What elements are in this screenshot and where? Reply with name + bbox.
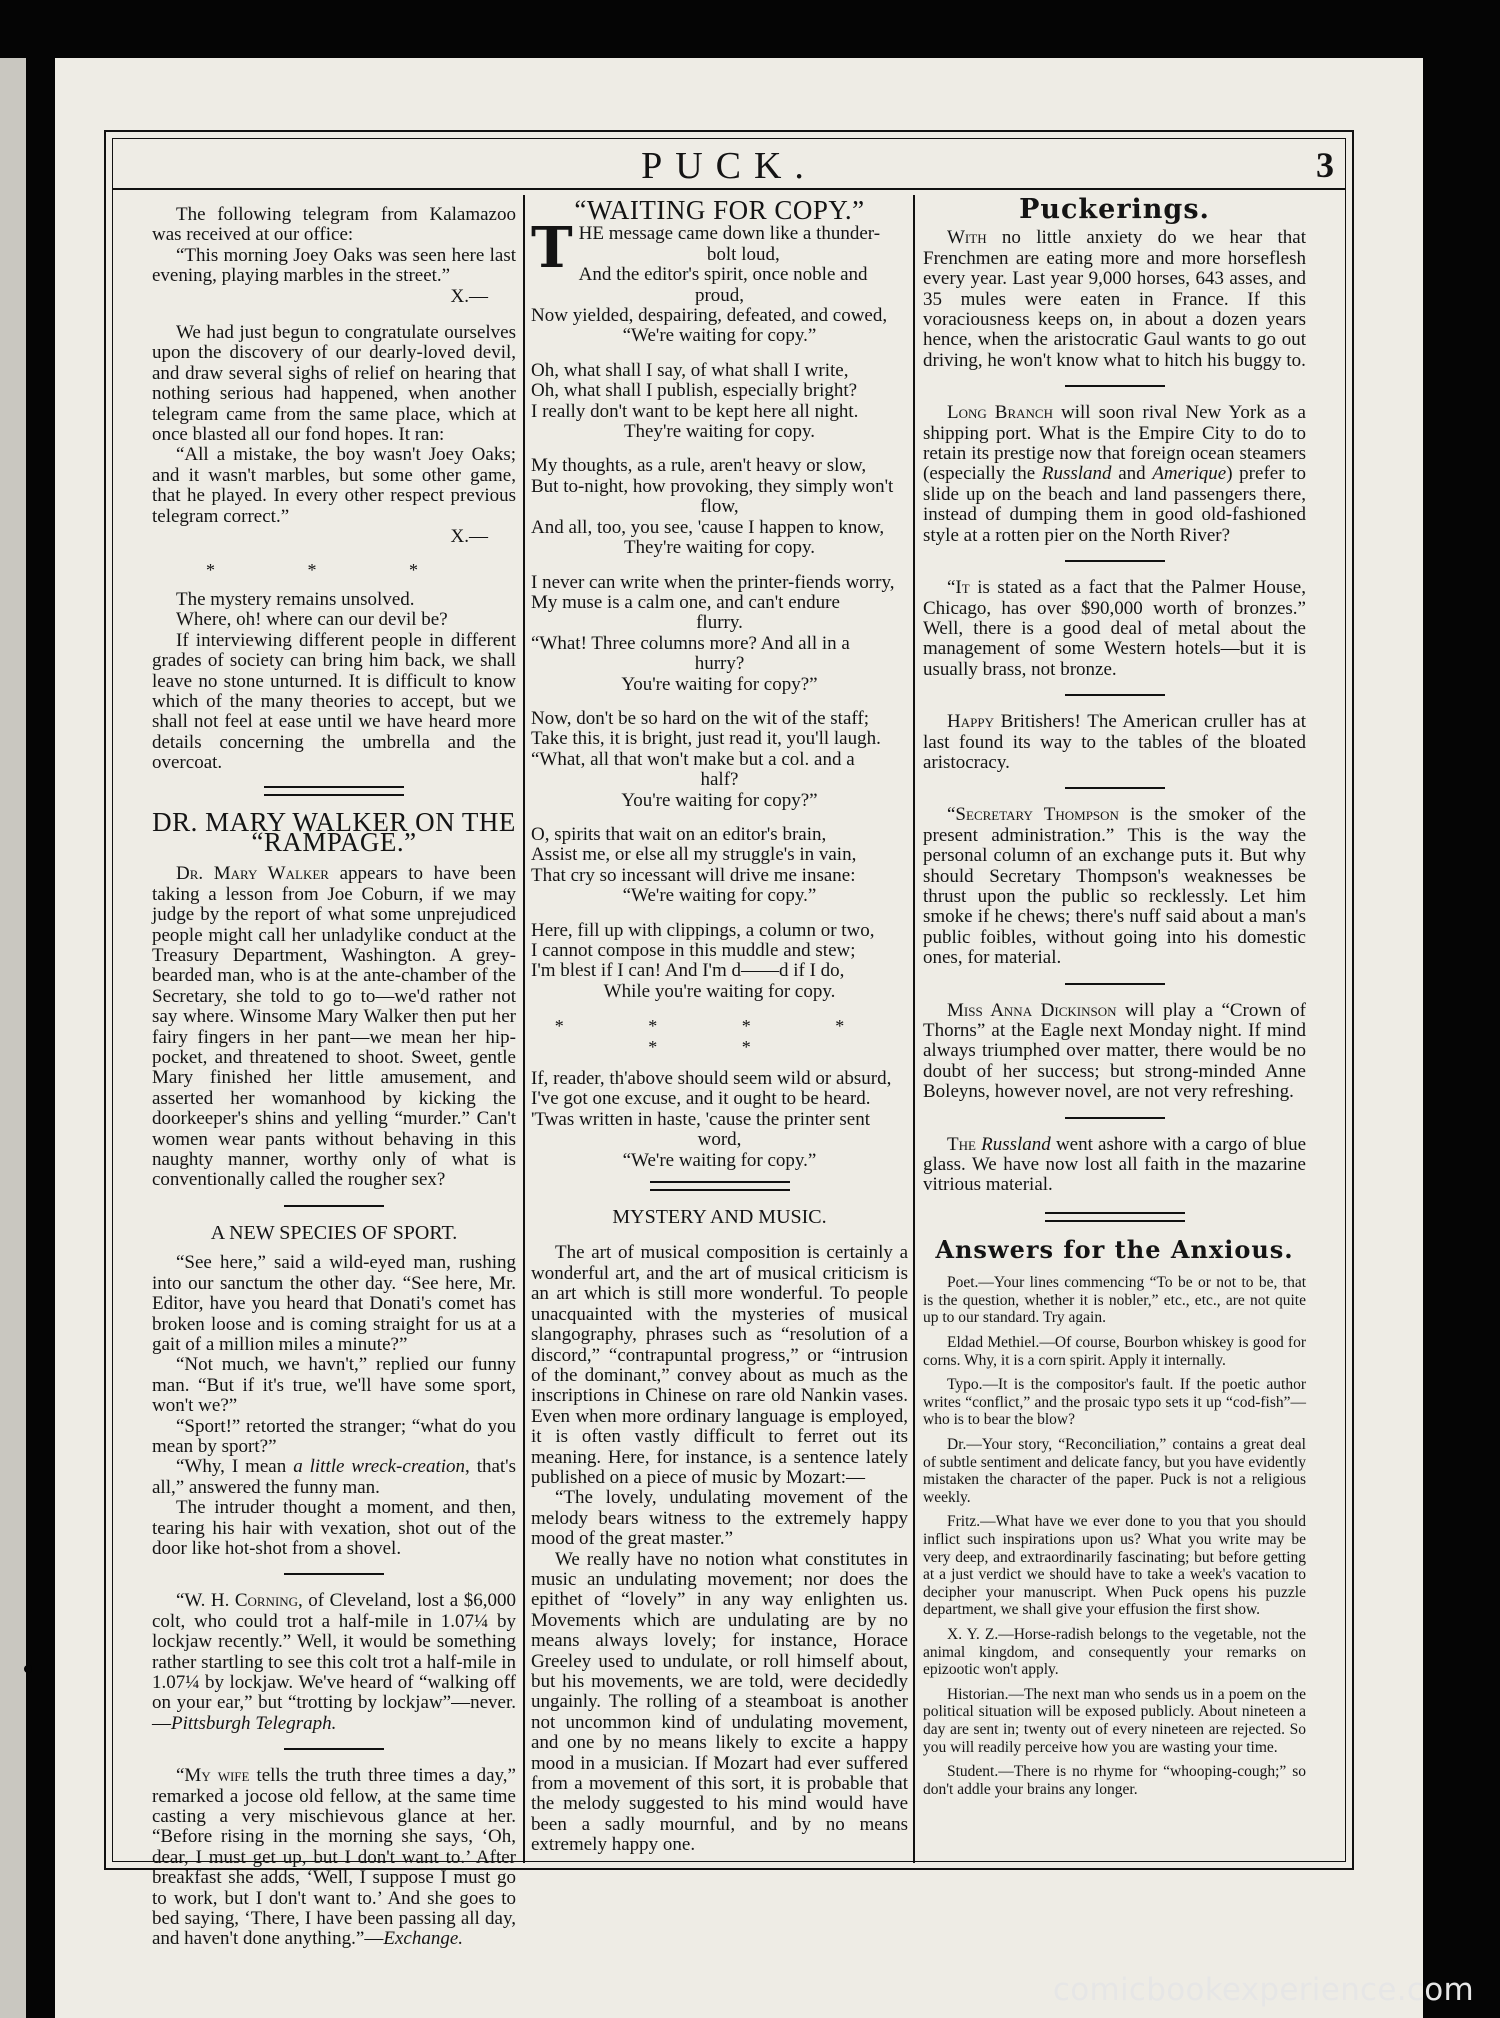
source-credit: Exchange.: [383, 1928, 464, 1950]
paragraph: The intruder thought a moment, and then, tearing his hair with vexation, shot out of the door like hot-shot from a shovel.: [152, 1497, 516, 1559]
text-run: , that's all,” answered the funny man.: [152, 1456, 516, 1498]
verse-line: My thoughts, as a rule, aren't heavy or slow,: [531, 455, 867, 477]
article-heading: MYSTERY AND MUSIC.: [612, 1206, 827, 1229]
lead-in: Long Branch: [947, 402, 1053, 424]
verse-line: flow,: [700, 496, 739, 518]
stanza: [531, 709, 908, 811]
answer-item: Eldad Methiel.—Of course, Bourbon whiskey is good for corns. Why, it is a corn spirit. Apply it internally.: [923, 1334, 1306, 1369]
text-run: is stated as a fact that the Palmer House, Chicago, has over $90,000 worth of bronzes.” Well, there is a good deal of metal about the management of some Western hotels—but it is usually brass, not bronze.: [923, 577, 1306, 680]
verse-line: “We're waiting for copy.”: [622, 885, 817, 907]
verse-line: word,: [697, 1129, 742, 1151]
signature: X.—: [450, 526, 488, 548]
article-body: [152, 864, 516, 1191]
text-run: ) prefer to slide up on the beach and land passengers there, instead of dumping them in good old-fashioned style at a rotten pier on the North River?: [923, 463, 1306, 546]
verse-line: O, spirits that wait on an editor's brain,: [531, 823, 827, 845]
verse-line: half?: [700, 769, 739, 791]
answer-item: Poet.—Your lines commencing “To be or not to be, that is the question, whether it is nobler,” etc., etc., are not quite up to our standard. Try again.: [923, 1274, 1306, 1327]
paragraph: “Not much, we havn't,” replied our funny man. “But if it's true, we'll have some sport, won't we?”: [152, 1354, 516, 1417]
verse-line: “We're waiting for copy.”: [622, 325, 817, 347]
verse-line: You're waiting for copy?”: [621, 789, 818, 811]
section-divider: [1065, 787, 1165, 789]
section-stars: * * * * * *: [554, 1016, 885, 1057]
masthead-rule: [112, 188, 1346, 190]
verse-line: “What! Three columns more? And all in a: [531, 632, 850, 654]
paragraph: [923, 403, 1306, 546]
verse-line: My muse is a calm one, and can't endure: [531, 591, 840, 613]
verse-line: Assist me, or else all my struggle's in vain,: [531, 844, 857, 866]
paragraph: [923, 805, 1306, 968]
verse-line: HE message came down like a thunder-: [578, 223, 881, 245]
paragraph: [923, 1001, 1306, 1103]
stanza: [531, 1069, 908, 1171]
source-credit: Pittsburgh Telegraph.: [171, 1712, 337, 1734]
answer-item: Historian.—The next man who sends us in a poem on the political situation will be exposed publicly. About nineteen a day are sent in; twenty out of every nineteen are rejected. So you will readily perceive how you are wasting your time.: [923, 1685, 1306, 1756]
section-divider: [264, 786, 404, 796]
watermark: comicbookexperience.com: [1052, 1972, 1474, 2008]
verse-line: If, reader, th'above should seem wild or absurd,: [531, 1068, 892, 1090]
text-run: and: [1111, 463, 1153, 485]
paragraph: “The lovely, undulating movement of the melody bears witness to the extremely happy mood of the great master.”: [531, 1487, 908, 1550]
verse-line: 'Twas written in haste, 'cause the printer sent: [531, 1108, 870, 1130]
section-heading: Puckerings.: [1019, 194, 1210, 225]
paragraph: The mystery remains unsolved.: [176, 588, 415, 610]
column-1: [152, 204, 516, 1950]
column-3: [923, 194, 1306, 1860]
lead-in: Dr. Mary Walker: [176, 863, 329, 885]
paragraph: [152, 1457, 516, 1498]
section-stars: * * *: [206, 559, 462, 580]
verse-line: “We're waiting for copy.”: [622, 1149, 817, 1171]
answer-item: Dr.—Your story, “Reconciliation,” contains a great deal of subtle sentiment and delicate fancy, but you have evidently mistaken the character of the paper. Puck is not a religious weekly.: [923, 1436, 1306, 1506]
masthead-title: PUCK.: [641, 145, 817, 187]
section-heading: Answers for the Anxious.: [935, 1234, 1294, 1264]
verse-line: flurry.: [696, 612, 743, 634]
adjacent-page-edge: [0, 58, 29, 2018]
drop-cap: T: [531, 215, 573, 282]
verse-line: Now, don't be so hard on the wit of the staff;: [531, 707, 869, 729]
paragraph: [923, 228, 1306, 371]
lead-in: “W. H. Corning: [176, 1590, 299, 1612]
telegram-intro: The following telegram from Kalamazoo was received at our office:: [152, 204, 516, 246]
verse-line: proud,: [694, 284, 745, 306]
paragraph: [152, 1766, 516, 1950]
text-run: will play a “Crown of Thorns” at the Eagle next Monday night. If mind always triumphed over matter, there would be no doubt of her success; but strong-minded Anne Boleyns, however novel, are not very refreshing.: [923, 999, 1306, 1103]
text-run: is the smoker of the present administration.” This is the way the personal column of an exchange puts it. But why should Secretary Thompson's weaknesses be thrust upon the public so recklessly. Let him smoke if he chews; there's nuff said about a man's public foibles, without going into his domestic ones, for material.: [923, 804, 1306, 969]
stanza: [531, 921, 908, 1003]
lead-in: “My wife: [176, 1765, 250, 1787]
poem-title: “WAITING FOR COPY.”: [574, 195, 865, 225]
italic-run: Russland: [1041, 463, 1112, 485]
paragraph: We really have no notion what constitutes in music an undulating movement; nor does the epithet of “lovely” in any way enlighten us. Movements which are undulating are by no means always lovely; for instance, Horace Greeley used to undulate, or roll himself about, but his movements, we are told, were decidedly ungainly. The rolling of a steamboat is another not uncommon kind of undulating movement, and one by no means likely to excite a happy mood in a musician. If Mozart had ever suffered from a movement of this sort, it is probable that the melody suggested to his mind would have been a sadly mournful, and by no means extremely happy one.: [531, 1548, 908, 1856]
paragraph: “Sport!” retorted the stranger; “what do you mean by sport?”: [152, 1415, 516, 1457]
verse-line: Oh, what shall I publish, especially bright?: [531, 380, 858, 402]
stanza: [531, 215, 908, 347]
verse-line: But to-night, how provoking, they simply won't: [531, 475, 894, 497]
italic-run: Russland: [981, 1133, 1051, 1155]
section-divider: [1065, 694, 1165, 696]
stanza: [531, 456, 908, 558]
answer-item: Typo.—It is the compositor's fault. If the poetic author writes “conflict,” and the prosaic typo sets it up “cod-fish”—who is to bear the blow?: [923, 1376, 1306, 1429]
lead-in: Happy: [947, 711, 994, 733]
verse-line: They're waiting for copy.: [623, 537, 816, 559]
verse-line: While you're waiting for copy.: [603, 980, 836, 1002]
text-run: went ashore with a cargo of blue glass. We have now lost all faith in the mazarine vitrious material.: [923, 1133, 1306, 1196]
paragraph: We had just begun to congratulate ourselves upon the discovery of our dearly-loved devil, and draw several sighs of relief on hearing that nothing serious had happened, when another telegram came from the same place, which at once blasted all our fond hopes. It ran:: [152, 322, 516, 446]
verse-line: And the editor's spirit, once noble and: [578, 264, 868, 286]
section-divider: [1065, 385, 1165, 387]
stanza: [531, 573, 908, 695]
section-divider: [1045, 1212, 1185, 1222]
verse-line: Here, fill up with clippings, a column or two,: [531, 919, 875, 941]
lead-in: With: [947, 227, 987, 249]
verse-line: I really don't want to be kept here all night.: [531, 400, 859, 422]
verse-line: bolt loud,: [706, 243, 780, 265]
verse-line: Oh, what shall I say, of what shall I write,: [531, 359, 849, 381]
section-divider: [284, 1748, 384, 1750]
verse-line: I never can write when the printer-fiends worry,: [531, 571, 895, 593]
answer-item: Fritz.—What have we ever done to you that you should inflict such inspirations upon us? What you write may be very deep, and extraordinarily fascinating; but before getting at a just verdict we should have to take a week's vacation to decipher your manuscript. When Puck opens his puzzle department, we shall give your effusion the first show.: [923, 1513, 1306, 1619]
lead-in: The: [947, 1133, 982, 1155]
italic-run: Amerique: [1152, 463, 1227, 485]
text-run: tells the truth three times a day,” remarked a jocose old fellow, at the same time casting a very mischievous glance at her. “Before rising in the morning she says, ‘Oh, dear, I must get up, but I don't want to.’ After breakfast she adds, ‘Well, I suppose I must go to work, but I don't want to.’ And she goes to bed saying, ‘There, I have been passing all day, and haven't done anything.”—: [152, 1765, 516, 1950]
lead-in: “Secretary Thompson: [947, 804, 1119, 826]
answer-item: Student.—There is no rhyme for “whooping-cough;” so don't addle your brains any longer.: [923, 1763, 1306, 1798]
poem: [531, 215, 908, 1171]
paragraph: [923, 712, 1306, 773]
paragraph: [923, 1135, 1306, 1196]
italic-run: a little wreck-creation: [293, 1456, 465, 1478]
article-heading: DR. MARY WALKER ON THE “RAMPAGE.”: [152, 806, 516, 857]
section-divider: [1065, 1117, 1165, 1119]
lead-in: Miss Anna Dickinson: [947, 999, 1117, 1021]
column-2: [531, 195, 908, 1860]
paragraph: [923, 578, 1306, 680]
section-divider: [284, 1205, 384, 1207]
section-divider: [1065, 983, 1165, 985]
text-run: “Why, I mean: [176, 1456, 294, 1478]
paragraph: The art of musical composition is certainly a wonderful art, and the art of musical criticism is an art which is still more wonderful. To people unacquainted with the mysteries of musical slangography, phrases such as “resolution of a discord,” “contrapuntal progress,” or “intrusion of the dominant,” convey about as much as the inscriptions in Chinese on rare old Nankin vases. Even when more ordinary language is employed, it is often vastly difficult to ferret out its meaning. Here, for instance, is a sentence lately published on a piece of music by Mozart:—: [531, 1242, 908, 1488]
paragraph: If interviewing different people in different grades of society can bring him back, we shall leave no stone unturned. It is difficult to know which of the many theories to accept, but we shall not feel at ease until we have heard more details concerning the umbrella and the overcoat.: [152, 629, 516, 774]
body-text: appears to have been taking a lesson from Joe Coburn, if we may judge by the report of what some unprejudiced people might call her unladylike conduct at the Treasury Department, Washington. A grey-bearded man, who is at the ante-chamber of the Secretary, she told to go to—we'd rather not say where. Winsome Mary Walker then put her fairy fingers in her pant—we mean her hip-pocket, and threatened to shoot. Sweet, gentle Mary finished her little amusement, and asserted her womanhood by kicking the doorkeeper's shins and yelling “murder.” Can't women wear pants without behaving in this naughty manner, worthy only of what is conventionally called the rougher sex?: [152, 863, 516, 1191]
text-run: , of Cleveland, lost a $6,000 colt, who could trot a half-mile in 1.07¼ by lockjaw recently.” Well, it would be something rather startling to see this colt trot a half-mile in 1.07¼ by lockjaw. We've heard of “walking off on your ear,” but “trotting by lockjaw”—never.—: [152, 1590, 516, 1734]
verse-line: Take this, it is bright, just read it, you'll laugh.: [531, 728, 881, 750]
column-rule: [523, 195, 525, 1863]
telegram-2: “All a mistake, the boy wasn't Joey Oaks; and it wasn't marbles, but some other game, that he played. In every other respect previous telegram correct.”: [152, 444, 516, 527]
verse-line: “What, all that won't make but a col. and a: [531, 748, 855, 770]
paragraph: [152, 1591, 516, 1734]
answers-list: [923, 1274, 1306, 1798]
text-run: Britishers! The American cruller has at last found its way to the tables of the bloated aristocracy.: [923, 711, 1306, 773]
telegram-1: “This morning Joey Oaks was seen here last evening, playing marbles in the street.”: [152, 244, 516, 287]
masthead: [104, 142, 1354, 190]
answer-item: X. Y. Z.—Horse-radish belongs to the vegetable, not the animal kingdom, and consequently your remarks on epizootic won't apply.: [923, 1625, 1306, 1679]
lead-in: “It: [947, 577, 970, 599]
verse-line: hurry?: [694, 653, 745, 675]
page-number: 3: [1316, 145, 1334, 185]
signature: X.—: [450, 285, 488, 307]
verse-line: I've got one excuse, and it ought to be heard.: [531, 1088, 871, 1110]
verse-line: I'm blest if I can! And I'm d——d if I do,: [531, 960, 845, 982]
section-divider: [284, 1573, 384, 1575]
verse-line: Now yielded, despairing, defeated, and cowed,: [531, 305, 888, 327]
stanza: [531, 825, 908, 907]
column-rule: [913, 195, 915, 1863]
paragraph: “See here,” said a wild-eyed man, rushing into our sanctum the other day. “See here, Mr. Editor, have you heard that Donati's comet has broken loose and is coming straight for us at a gait of a million miles a minute?”: [152, 1252, 516, 1355]
stanza: [531, 361, 908, 443]
text-run: no little anxiety do we hear that Frenchmen are eating more and more horseflesh every year. Last year 9,000 horses, 643 asses, and 35 mules were eaten in France. If this voraciousness keeps on, in about a dozen years hence, when the aristocratic Gaul wants to go out driving, he won't know what to hitch his buggy to.: [923, 227, 1306, 371]
verse-line: You're waiting for copy?”: [621, 673, 818, 695]
text-run: will soon rival New York as a shipping port. What is the Empire City to do to retain its prestige now that foreign ocean steamers (especially the: [923, 402, 1306, 485]
verse-line: And all, too, you see, 'cause I happen to know,: [531, 516, 885, 538]
section-divider: [650, 1181, 790, 1191]
verse-line: That cry so incessant will drive me insane:: [531, 864, 856, 886]
article-heading: A NEW SPECIES OF SPORT.: [210, 1221, 458, 1244]
section-divider: [1065, 560, 1165, 562]
binding-hole: [24, 1665, 32, 1673]
verse-line: I cannot compose in this muddle and stew;: [531, 940, 856, 961]
paragraph: Where, oh! where can our devil be?: [176, 609, 448, 631]
verse-line: They're waiting for copy.: [623, 421, 816, 443]
